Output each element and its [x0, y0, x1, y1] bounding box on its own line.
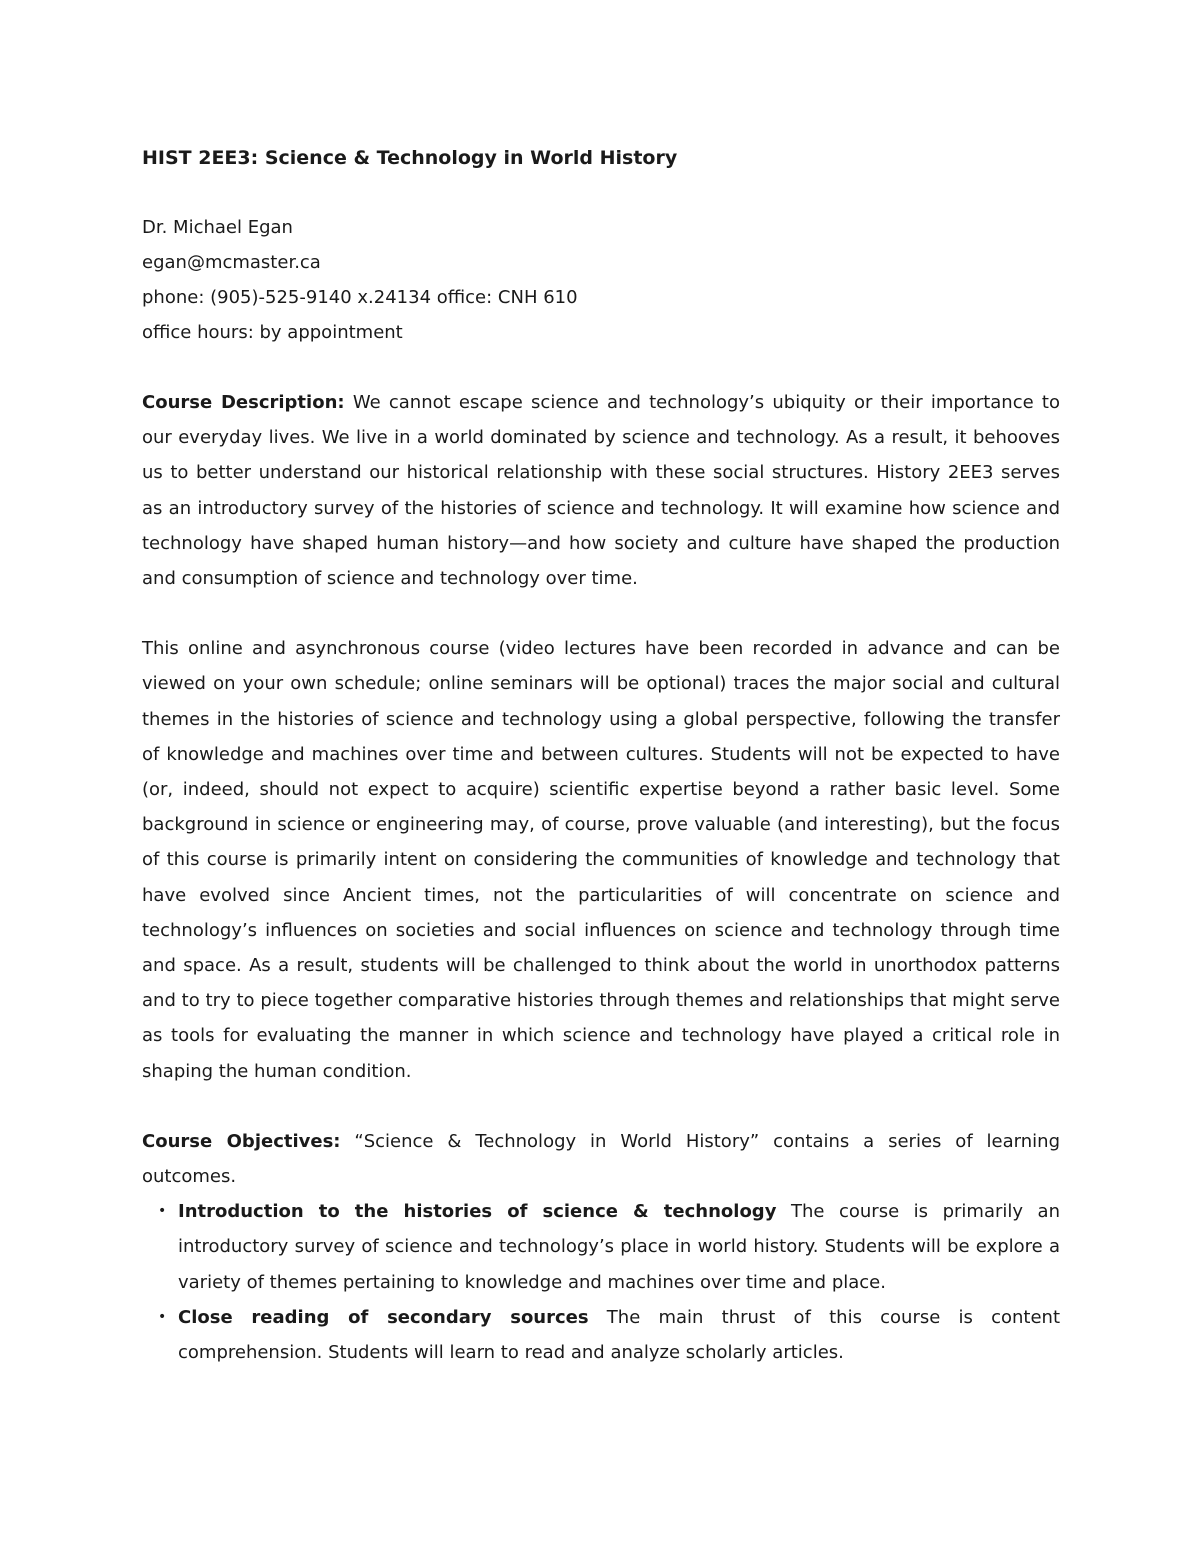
course-objectives-label: Course Objectives:	[142, 1130, 341, 1152]
course-objectives	[142, 1124, 1060, 1194]
instructor-email: egan@mcmaster.ca	[142, 252, 321, 273]
bullet-icon: •	[158, 1203, 167, 1220]
office-hours: office hours: by appointment	[142, 322, 403, 343]
objective-text: The course is primarily an introductory survey of science and technology’s place in world history. Students will be explore a variety of themes pertaining to knowledge and machines over time and place.	[178, 1201, 1060, 1293]
instructor-name: Dr. Michael Egan	[142, 217, 293, 238]
contact-block	[142, 210, 1060, 350]
bullet-icon: •	[158, 1308, 167, 1325]
course-title: HIST 2EE3: Science & Technology in World History	[142, 147, 678, 169]
course-description-label: Course Description:	[142, 392, 345, 413]
document-page	[142, 140, 1060, 1370]
objective-title: Close reading of secondary sources	[178, 1306, 589, 1328]
course-objectives-text: “Science & Technology in World History” contains a series of learning outcomes.	[142, 1130, 1060, 1188]
list-item	[158, 1300, 1061, 1370]
online-course-paragraph: This online and asynchronous course (video lectures have been recorded in advance and can be viewed on your own schedule; online seminars will be optional) traces the major social and cultural themes in the histories of science and technology using a global perspective, following the transfer of knowledge and machines over time and between cultures. Students will not be expected to have (or, indeed, should not expect to acquire) scientific expertise beyond a rather basic level. Some background in science or engineering may, of course, prove valuable (and interesting), but the focus of this course is primarily intent on considering the communities of knowledge and technology that have evolved since Ancient times, not the particularities of will concentrate on science and technology’s influences on societies and social influences on science and technology through time and space. As a result, students will be challenged to think about the world in unorthodox patterns and to try to piece together comparative histories through themes and relationships that might serve as tools for evaluating the manner in which science and technology have played a critical role in shaping the human condition.	[142, 638, 1060, 1082]
course-description-text: We cannot escape science and technology’s ubiquity or their importance to our everyday lives. We live in a world dominated by science and technology. As a result, it behooves us to better understand our historical relationship with these social structures. History 2EE3 serves as an introductory survey of the histories of science and technology. It will examine how science and technology have shaped human history—and how society and culture have shaped the production and consumption of science and technology over time.	[142, 392, 1060, 590]
course-description	[142, 385, 1060, 596]
objective-text: The main thrust of this course is content comprehension. Students will learn to read and analyze scholarly articles.	[178, 1306, 1061, 1364]
instructor-phone-office: phone: (905)-525-9140 x.24134 office: CNH 610	[142, 287, 578, 308]
objective-title: Introduction to the histories of science & technology	[178, 1201, 777, 1223]
list-item	[158, 1194, 1060, 1300]
objectives-list	[142, 1194, 1060, 1370]
